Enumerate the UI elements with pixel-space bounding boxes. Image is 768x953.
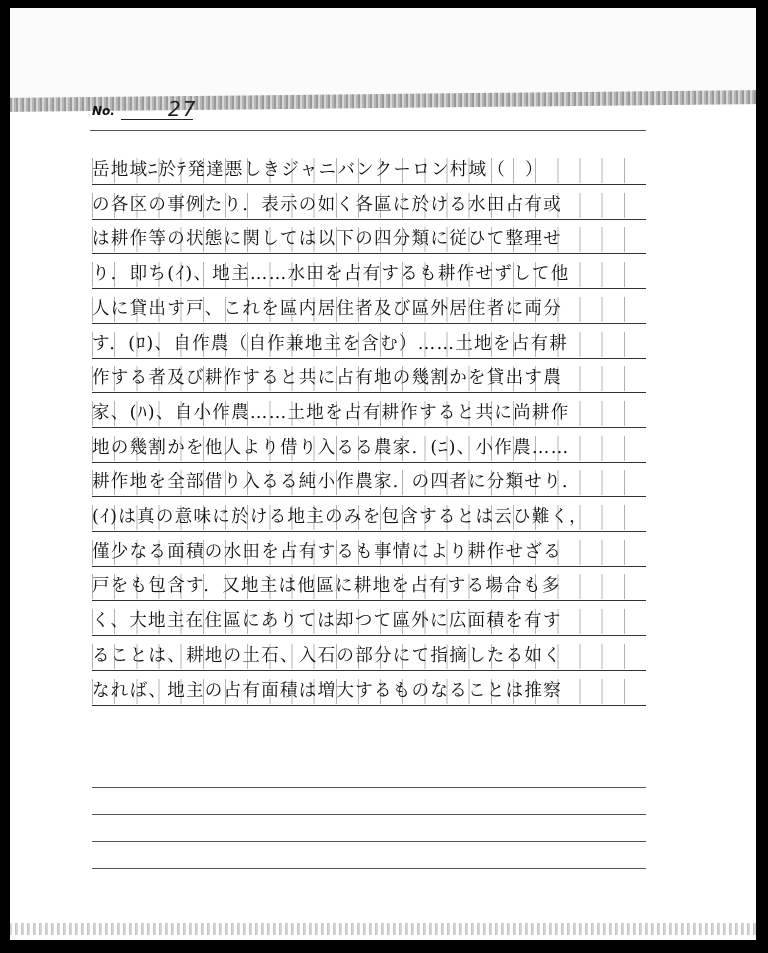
blank-ruled-line <box>92 868 646 869</box>
manuscript-line: す．(ﾛ)、自作農（自作兼地主を含む）……土地を占有耕 <box>92 333 569 354</box>
manuscript-line: 岳地域ﾆ於ﾃ発達悪しきジャニバンクーロン村域（ ） <box>92 160 544 180</box>
manuscript-line: く、大地主在住區にありては却つて區外に広面積を有す <box>92 611 562 632</box>
manuscript-line: ることは、耕地の土石、入石の部分にて指摘したる如く <box>92 645 562 666</box>
manuscript-line: 戸をも包含す．又地主は他區に耕地を占有する場合も多 <box>92 576 561 597</box>
manuscript-line: なれば、地主の占有面積は増大するものなることは推察 <box>92 680 562 701</box>
number-label: No. <box>92 104 115 118</box>
blank-ruled-line <box>92 841 646 842</box>
page-number: 27 <box>168 97 198 121</box>
manuscript-line: り．即ち(ｲ)、地主……水田を占有するも耕作せずして他 <box>92 264 570 285</box>
blank-ruled-line <box>92 787 646 788</box>
manuscript-line: 作する者及び耕作すると共に占有地の幾割かを貸出す農 <box>92 368 562 389</box>
manuscript-line: 地の幾割かを他人より借り入るる農家．(ﾆ)、小作農…… <box>92 437 570 458</box>
header-rule <box>90 130 646 131</box>
blank-ruled-line <box>92 814 646 815</box>
manuscript-line: (ｲ)は真の意味に於ける地主のみを包含するとは云ひ難く， <box>92 507 588 527</box>
manuscript-line: 家、(ﾊ)、自小作農……土地を占有耕作すると共に尚耕作 <box>92 402 570 423</box>
manuscript-line: は耕作等の状態に関しては以下の四分類に従ひて整理せ <box>92 229 562 250</box>
manuscript-line: 人に貸出す戸、これを區内居住者及び區外居住者に両分 <box>92 298 562 319</box>
scan-edge <box>10 923 756 935</box>
manuscript-line: 耕作地を全部借り入るる純小作農家．の四者に分類せり． <box>92 472 581 493</box>
manuscript-line: 僅少なる面積の水田を占有するも事情により耕作せざる <box>92 541 562 562</box>
manuscript-line: の各区の事例たり．表示の如く各區に於ける水田占有或 <box>92 194 562 215</box>
folded-top-flap <box>10 8 756 100</box>
